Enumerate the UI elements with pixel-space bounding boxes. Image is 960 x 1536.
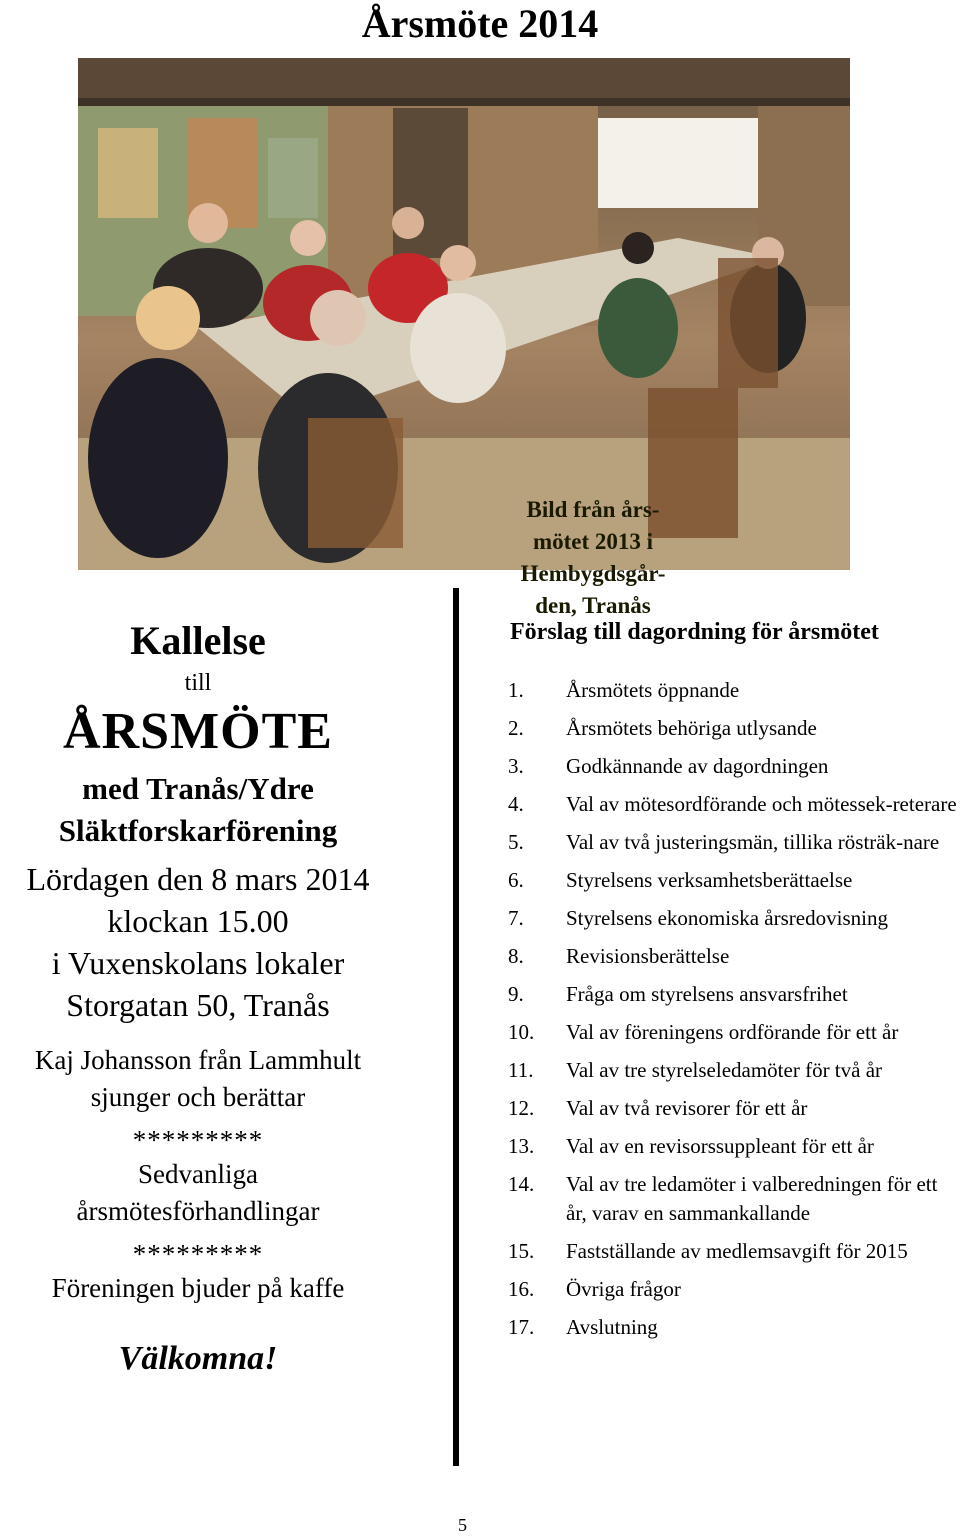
agenda-item-text: Fråga om styrelsens ansvarsfrihet bbox=[566, 982, 848, 1006]
agenda-item-number: 16. bbox=[508, 1277, 535, 1301]
agenda-item-number: 11. bbox=[508, 1058, 534, 1082]
agenda-item bbox=[508, 1018, 958, 1047]
agenda-item bbox=[508, 828, 958, 857]
agenda-list bbox=[508, 676, 958, 1351]
agenda-item-text: Val av två revisorer för ett år bbox=[566, 1096, 808, 1120]
agenda-item bbox=[508, 1313, 958, 1342]
performer-line-1: Kaj Johansson från Lammhult bbox=[34, 1045, 362, 1075]
agenda-item-text: Val av föreningens ordförande för ett år bbox=[566, 1020, 899, 1044]
agenda-item-number: 3. bbox=[508, 754, 524, 778]
agenda-item-text: Revisionsberättelse bbox=[566, 944, 730, 968]
agenda-item bbox=[508, 980, 958, 1009]
agenda-item-number: 14. bbox=[508, 1172, 535, 1196]
agenda-item bbox=[508, 752, 958, 781]
agenda-item bbox=[508, 714, 958, 743]
agenda-title: Förslag till dagordning för årsmötet bbox=[510, 619, 879, 645]
photo-caption-line: den, Tranås bbox=[535, 593, 651, 618]
agenda-item bbox=[508, 1132, 958, 1161]
agenda-item-number: 2. bbox=[508, 716, 524, 740]
welcome-text: Välkomna! bbox=[118, 1340, 278, 1377]
agenda-item-text: Val av tre ledamöter i valberedningen för ett år, varav en sammankallande bbox=[566, 1172, 938, 1225]
agenda-item-text: Styrelsens ekonomiska årsredovisning bbox=[566, 906, 888, 930]
agenda-item-number: 9. bbox=[508, 982, 524, 1006]
agenda-item-number: 1. bbox=[508, 678, 524, 702]
meeting-date: Lördagen den 8 mars 2014 bbox=[26, 861, 370, 897]
photo-caption bbox=[498, 494, 688, 622]
agenda-item-text: Fastställande av medlemsavgift för 2015 bbox=[566, 1239, 908, 1263]
agenda-item-text: Årsmötets behöriga utlysande bbox=[566, 716, 817, 740]
agenda-item bbox=[508, 1056, 958, 1085]
agenda-item-text: Avslutning bbox=[566, 1315, 658, 1339]
agenda-item bbox=[508, 676, 958, 705]
photo-caption-line: Hembygdsgår- bbox=[520, 561, 666, 586]
agenda-item-text: Val av två justeringsmän, tillika rösträk-nare bbox=[566, 830, 940, 854]
agenda-item-text: Styrelsens verksamhetsberättaelse bbox=[566, 868, 853, 892]
page-title: Årsmöte 2014 bbox=[361, 1, 599, 46]
agenda-item-number: 13. bbox=[508, 1134, 535, 1158]
photo-caption-line: Bild från års- bbox=[526, 497, 660, 522]
agenda-item bbox=[508, 1094, 958, 1123]
photo-illustration bbox=[78, 58, 850, 570]
coffee-note: Föreningen bjuder på kaffe bbox=[51, 1273, 345, 1303]
performer-line-2: sjunger och berättar bbox=[90, 1082, 306, 1112]
stars-separator: ********* bbox=[132, 1239, 264, 1269]
agenda-item-text: Val av mötesordförande och mötessek-reterare bbox=[566, 792, 957, 816]
agenda-item-number: 17. bbox=[508, 1315, 535, 1339]
org-line-2: Släktforskarförening bbox=[58, 813, 338, 848]
agenda-item-text: Val av tre styrelseledamöter för två år bbox=[566, 1058, 883, 1082]
agenda-item bbox=[508, 942, 958, 971]
agenda-item-text: Övriga frågor bbox=[566, 1277, 681, 1301]
agenda-item-text: Godkännande av dagordningen bbox=[566, 754, 829, 778]
agenda-item bbox=[508, 790, 958, 819]
agenda-item-number: 6. bbox=[508, 868, 524, 892]
agenda-item bbox=[508, 866, 958, 895]
agenda-item-number: 12. bbox=[508, 1096, 535, 1120]
meeting-photo bbox=[78, 58, 850, 618]
meeting-venue: i Vuxenskolans lokaler bbox=[51, 945, 345, 981]
invitation-heading: Kallelse bbox=[130, 618, 266, 663]
agenda-item-number: 10. bbox=[508, 1020, 535, 1044]
org-line-1: med Tranås/Ydre bbox=[82, 771, 314, 806]
business-line-1: Sedvanliga bbox=[138, 1159, 258, 1189]
agenda-item-number: 5. bbox=[508, 830, 524, 854]
agenda-item bbox=[508, 904, 958, 933]
agenda-item-number: 8. bbox=[508, 944, 524, 968]
column-divider bbox=[453, 588, 459, 1466]
stars-separator: ********* bbox=[132, 1125, 264, 1155]
agenda-item bbox=[508, 1275, 958, 1304]
invitation-till: till bbox=[184, 670, 212, 696]
invitation-column bbox=[0, 612, 396, 1381]
meeting-time: klockan 15.00 bbox=[107, 903, 289, 939]
agenda-item bbox=[508, 1237, 958, 1266]
agenda-item bbox=[508, 1170, 958, 1228]
meeting-address: Storgatan 50, Tranås bbox=[66, 987, 330, 1023]
invitation-meeting: ÅRSMÖTE bbox=[63, 703, 333, 760]
agenda-item-text: Val av en revisorssuppleant för ett år bbox=[566, 1134, 874, 1158]
agenda-item-text: Årsmötets öppnande bbox=[566, 678, 740, 702]
agenda-item-number: 7. bbox=[508, 906, 524, 930]
agenda-item-number: 4. bbox=[508, 792, 524, 816]
business-line-2: årsmötesförhandlingar bbox=[76, 1196, 320, 1226]
agenda-item-number: 15. bbox=[508, 1239, 535, 1263]
photo-caption-line: mötet 2013 i bbox=[532, 529, 654, 554]
page-number: 5 bbox=[458, 1515, 467, 1535]
